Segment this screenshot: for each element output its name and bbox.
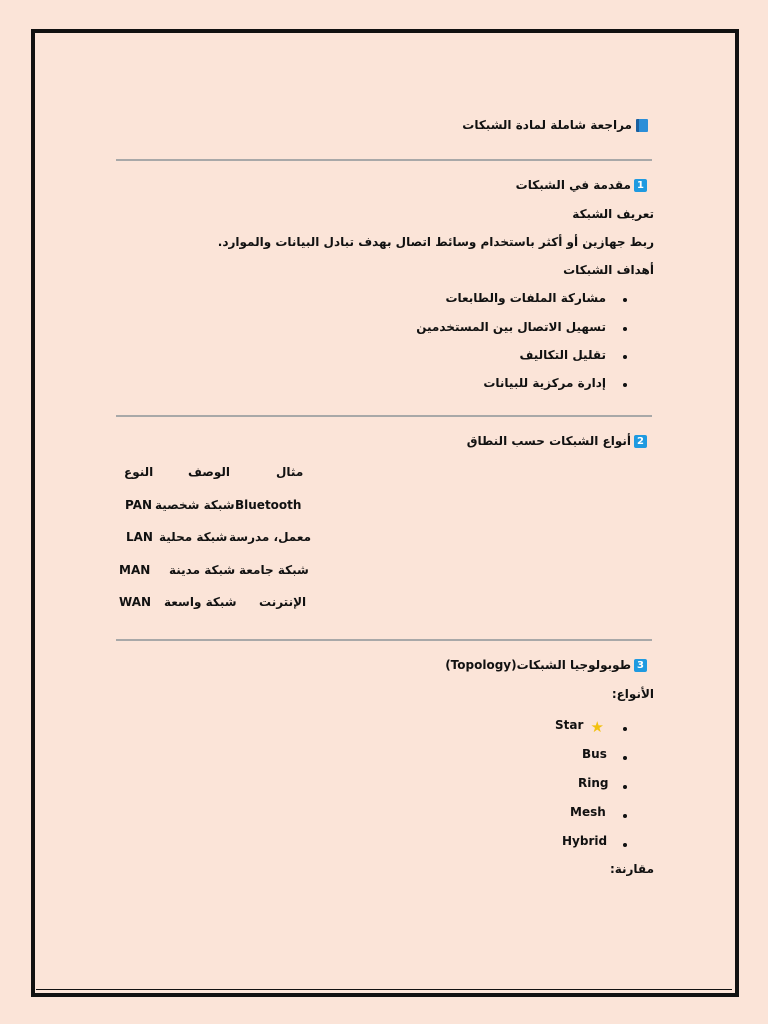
list-item-label: Star [555,718,584,732]
table-cell-description: شبكة محلية [159,530,228,544]
section-divider [116,415,652,417]
bullet [623,383,627,387]
list-item: Mesh [570,805,606,819]
section-3-heading [445,658,647,672]
list-item: إدارة مركزية للبيانات [483,376,606,390]
star-icon: ★ [590,718,604,736]
document-title [462,118,648,132]
table-header-description: الوصف [188,465,231,479]
section-1-title: مقدمة في الشبكات [515,178,631,192]
table-cell-example: معمل، مدرسة [229,530,312,544]
section-2-title: أنواع الشبكات حسب النطاق [466,434,631,448]
bullet [623,843,627,847]
bullet [623,785,627,789]
bullet [623,814,627,818]
section-1-heading [516,178,647,192]
list-item: مشاركة الملفات والطابعات [445,291,606,305]
bullet [623,327,627,331]
list-item [585,718,604,736]
section-divider [116,639,652,641]
list-item: تقليل التكاليف [519,348,606,362]
table-cell-description: شبكة واسعة [164,595,237,609]
bullet [623,298,627,302]
definition-text: ربط جهازين أو أكثر باستخدام وسائط اتصال بهدف تبادل البيانات والموارد. [217,235,654,249]
bullet [623,756,627,760]
definition-title: تعريف الشبكة [572,207,654,221]
table-cell-description: شبكة شخصية [155,498,235,512]
table-cell-description: شبكة مدينة [169,563,236,577]
section-2-heading [467,434,647,448]
table-header-example: مثال [276,465,304,479]
bullet [623,355,627,359]
table-cell-type: LAN [126,530,153,544]
table-cell-type: PAN [125,498,153,512]
goals-title: أهداف الشبكات [563,263,654,277]
list-item: Hybrid [562,834,608,848]
table-cell-example: Bluetooth [235,498,302,512]
list-item: تسهيل الاتصال بين المستخدمين [416,320,606,334]
document-title-text: مراجعة شاملة لمادة الشبكات [462,118,632,132]
table-cell-type: WAN [119,595,152,609]
section-3-title: طوبولوجيا الشبكات(Topology) [445,658,631,672]
number-1-icon: 1 [634,179,647,192]
list-item: Ring [578,776,609,790]
comparison-title: مقارنة: [609,862,654,876]
table-cell-type: MAN [119,563,151,577]
number-2-icon: 2 [634,435,647,448]
types-title: الأنواع: [611,687,654,701]
bullet [623,727,627,731]
table-cell-example: الإنترنت [259,595,307,609]
table-cell-example: شبكة جامعة [239,563,309,577]
number-3-icon: 3 [634,659,647,672]
section-divider [116,159,652,161]
list-item: Bus [582,747,607,761]
book-icon [636,119,648,132]
table-header-type: النوع [124,465,154,479]
